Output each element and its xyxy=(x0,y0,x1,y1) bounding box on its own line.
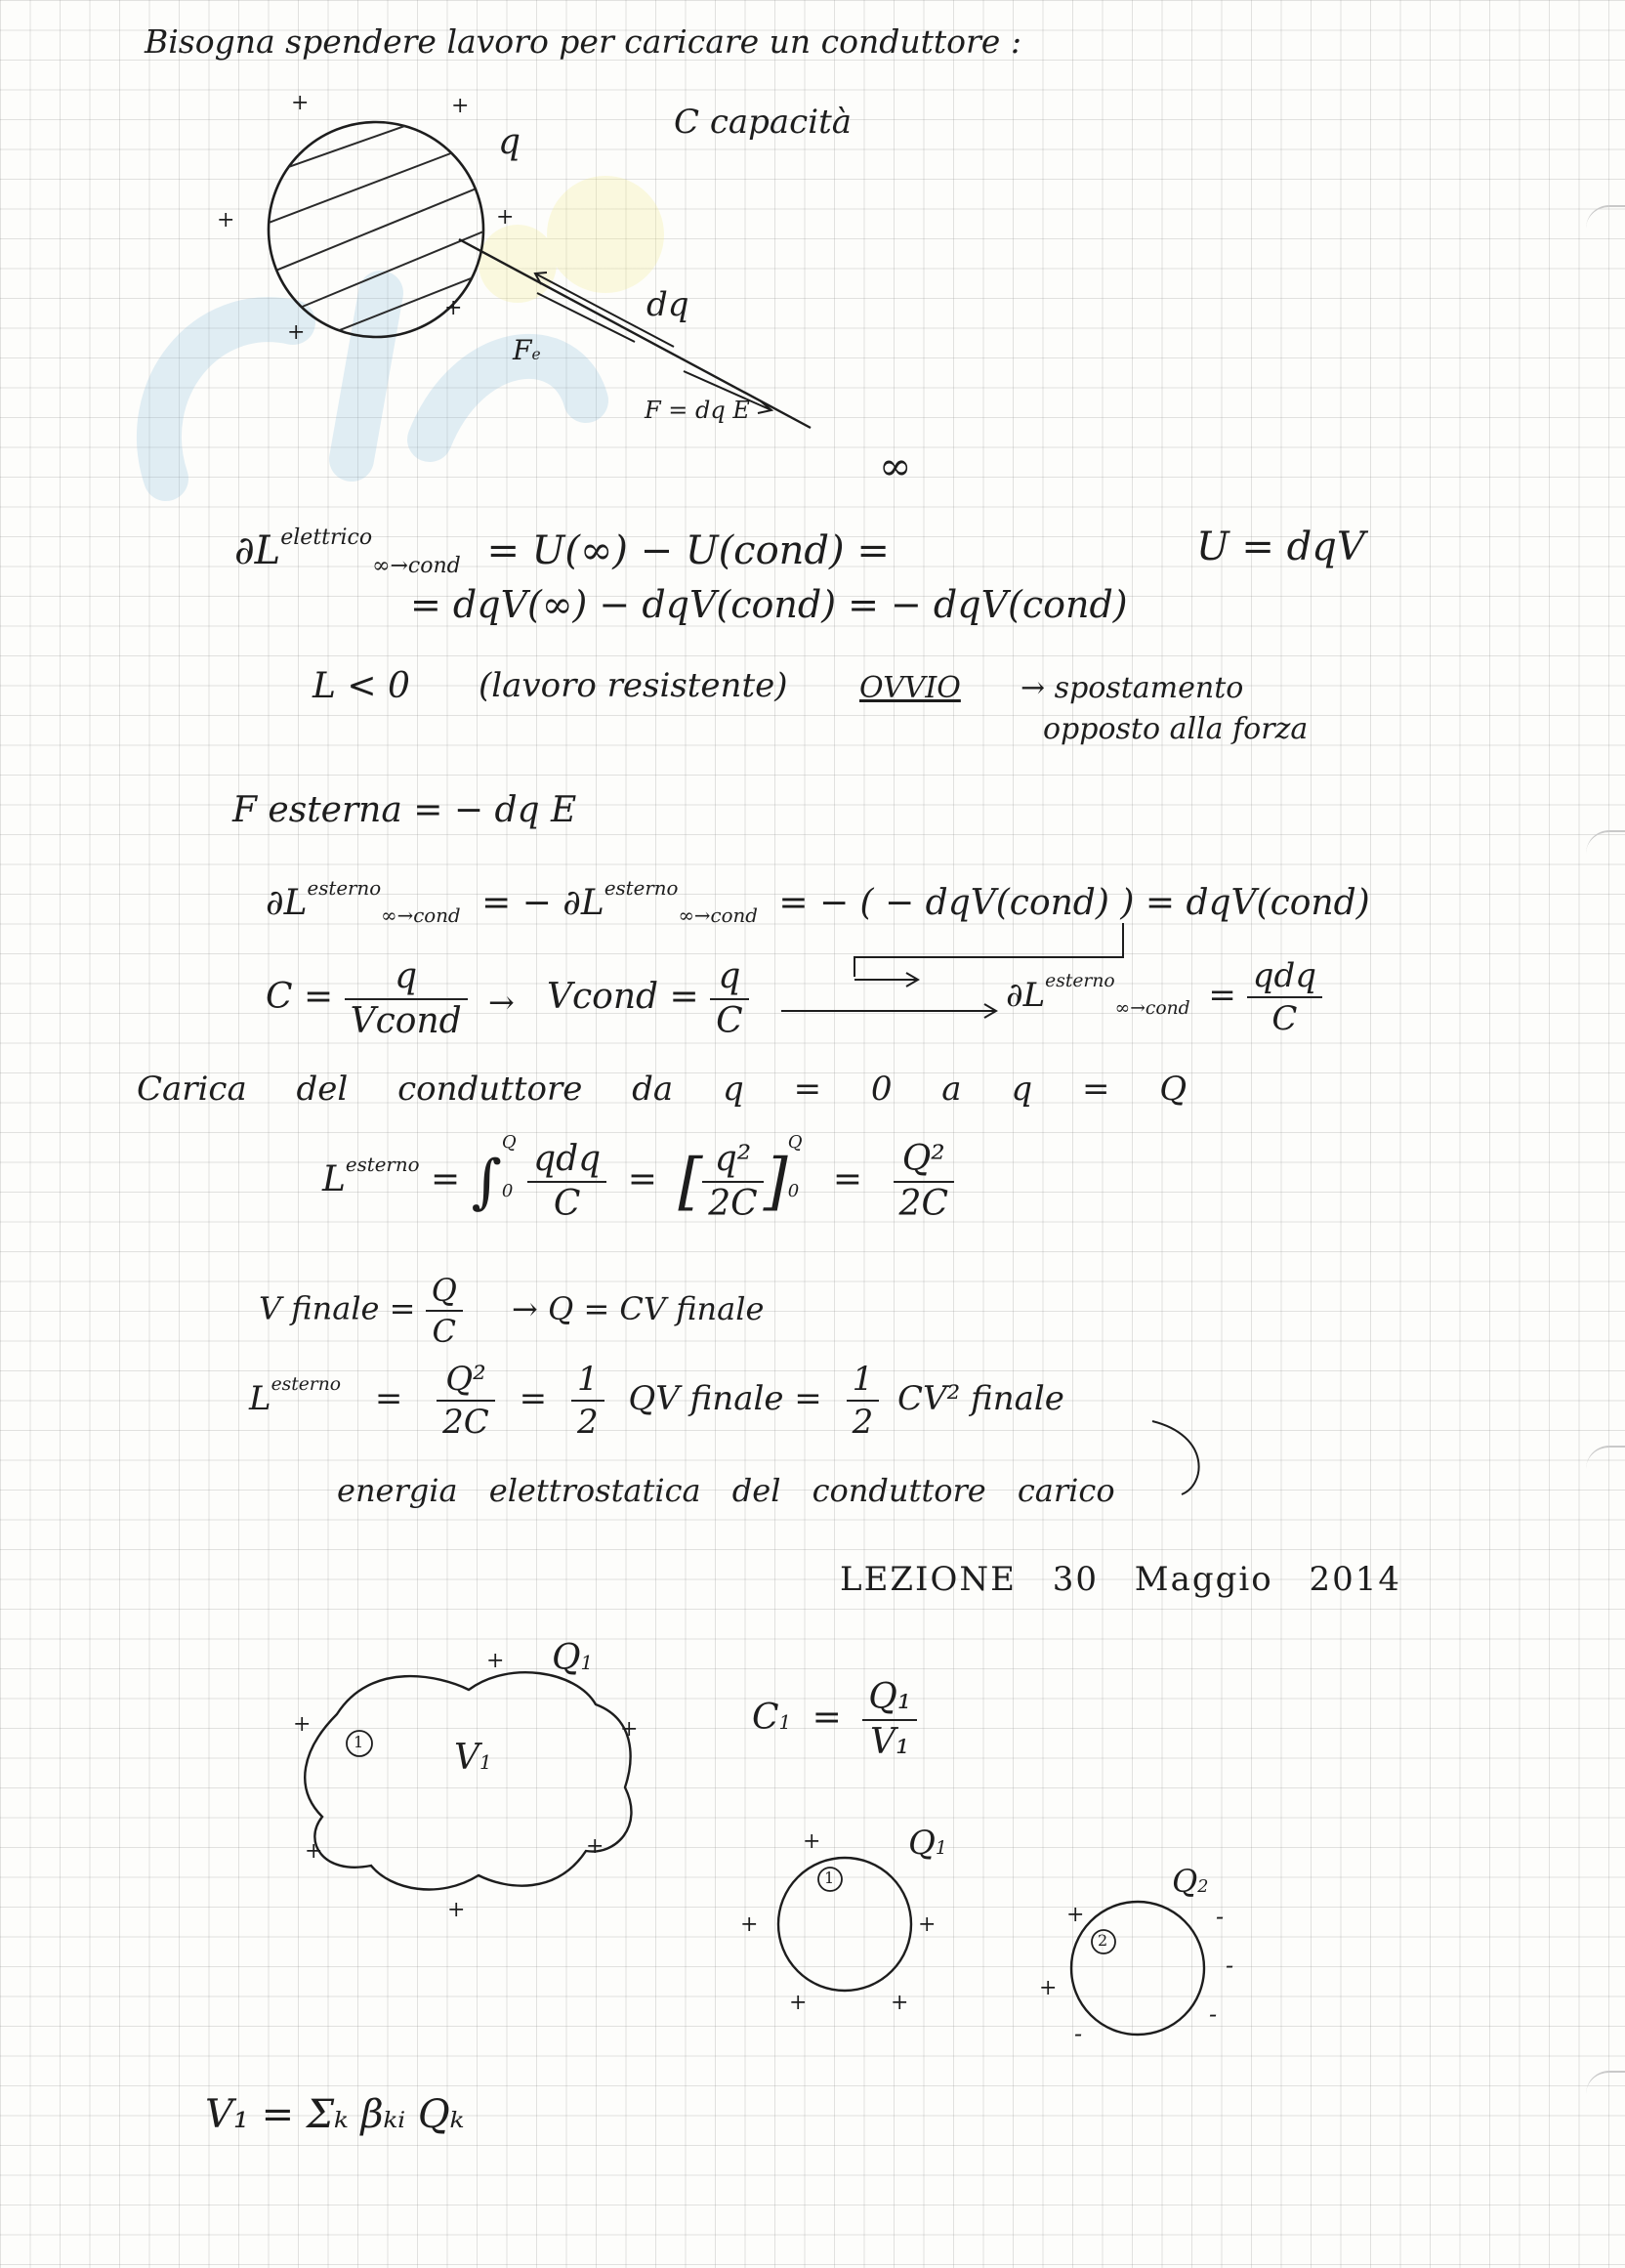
f-equation: F = dq E xyxy=(645,397,750,424)
plus-sign: + xyxy=(803,1829,821,1854)
circled-number-1: 1 xyxy=(354,1733,364,1751)
final-potential-eq: V finale = $\frac{Q}{C}$ → Q = CV finale xyxy=(259,1272,765,1350)
lesson-header: LEZIONE 30 Maggio 2014 xyxy=(840,1560,1402,1599)
plus-sign: + xyxy=(451,94,470,118)
plus-sign: + xyxy=(789,1991,808,2015)
charge-q2-label: Q2 xyxy=(1172,1863,1209,1900)
plus-sign: + xyxy=(305,1839,323,1864)
capacitance-eq: C = $\frac{q}{\text{Vcond}}$ xyxy=(266,959,468,1039)
displacement-note: → spostamento xyxy=(1021,671,1244,705)
minus-sign: - xyxy=(1074,2020,1083,2047)
plus-sign: + xyxy=(740,1912,759,1937)
external-force-eq: F esterna = − dq E xyxy=(232,790,577,830)
potential-v1-label: V1 xyxy=(454,1738,492,1778)
plus-sign: + xyxy=(291,91,310,115)
plus-sign: + xyxy=(1066,1903,1085,1927)
plus-sign: + xyxy=(293,1712,312,1737)
circled-number-1: 1 xyxy=(824,1869,835,1887)
energy-note: energia elettrostatica del conduttore carico xyxy=(337,1472,1115,1509)
negative-work-eq: L < 0 xyxy=(312,666,410,706)
displacement-note-2: opposto alla forza xyxy=(1043,712,1309,746)
plus-sign: + xyxy=(918,1912,937,1937)
charge-q1-label: Q1 xyxy=(908,1824,947,1863)
minus-sign: - xyxy=(1226,1952,1234,1979)
plus-sign: + xyxy=(217,208,235,232)
resistive-work-note: (lavoro resistente) xyxy=(479,666,788,705)
work-electric-eq-2: = dqV(∞) − dqV(cond) = − dqV(cond) xyxy=(410,583,1128,626)
charging-range: Carica del conduttore da q = 0 a q = Q xyxy=(137,1070,1188,1109)
plus-sign: + xyxy=(496,205,515,230)
plus-sign: + xyxy=(586,1834,604,1859)
potential-coefficients-eq: V₁ = Σₖ βₖᵢ Qₖ xyxy=(205,2092,465,2137)
minus-sign: - xyxy=(1216,1903,1225,1930)
work-differential-eq: $\partial L^{esterno}_{\infty\to cond}$ = $\frac{\text{qdq}}{C}$ xyxy=(1006,959,1322,1035)
potential-energy-note: U = dqV xyxy=(1196,525,1365,569)
plus-sign: + xyxy=(891,1991,909,2015)
plus-sign: + xyxy=(620,1717,639,1742)
plus-sign: + xyxy=(447,1898,466,1922)
infinity-label: ∞ xyxy=(879,444,912,489)
circled-number-2: 2 xyxy=(1098,1931,1108,1950)
total-work-integral: $L^{esterno}$ = ∫ Q 0 $\frac{\text{qdq}}{C}$ = [ $\frac{\text{q²}}{2C}$ ] Q 0 = $\frac{\text{Q²}}{2C}$ xyxy=(322,1133,954,1231)
work-external-eq: $\partial L^{esterno}_{\infty\to cond}$ = − $\partial L^{esterno}_{\infty\to cond}$ = − ( − dqV(cond) ) = dqV(cond) xyxy=(266,877,1370,928)
plus-sign: + xyxy=(287,320,306,345)
plus-sign: + xyxy=(486,1649,505,1673)
plus-sign: + xyxy=(1039,1976,1058,2000)
potential-eq: Vcond = $\frac{q}{C}$ xyxy=(547,959,749,1039)
minus-sign: - xyxy=(1209,2000,1218,2028)
plus-sign: + xyxy=(444,296,463,320)
obvious-note: OVVIO xyxy=(859,671,961,705)
intro-text: Bisogna spendere lavoro per caricare un conduttore : xyxy=(145,22,1021,61)
dq-label: dq xyxy=(646,285,689,324)
charge-q1-label: Q1 xyxy=(552,1638,594,1678)
implies-arrow: → xyxy=(488,984,515,1021)
work-electric-eq: $\partial L^{elettrico}_{\infty\to cond} = U(\infty)$ − U(cond) = xyxy=(234,525,890,578)
charge-label: q xyxy=(498,122,521,162)
electrostatic-energy-eq: $L^{esterno}$ = $\frac{\text{Q²}}{2C}$ = $\frac{1}{2}$ QV finale = $\frac{1}{2}$ CV² finale xyxy=(249,1360,1064,1442)
capacitance-c1-eq: C1 = $\frac{\text{Q₁}}{\text{V₁}}$ xyxy=(752,1680,917,1760)
fe-label: Fe xyxy=(513,334,541,366)
capacity-label: C capacità xyxy=(674,103,853,142)
